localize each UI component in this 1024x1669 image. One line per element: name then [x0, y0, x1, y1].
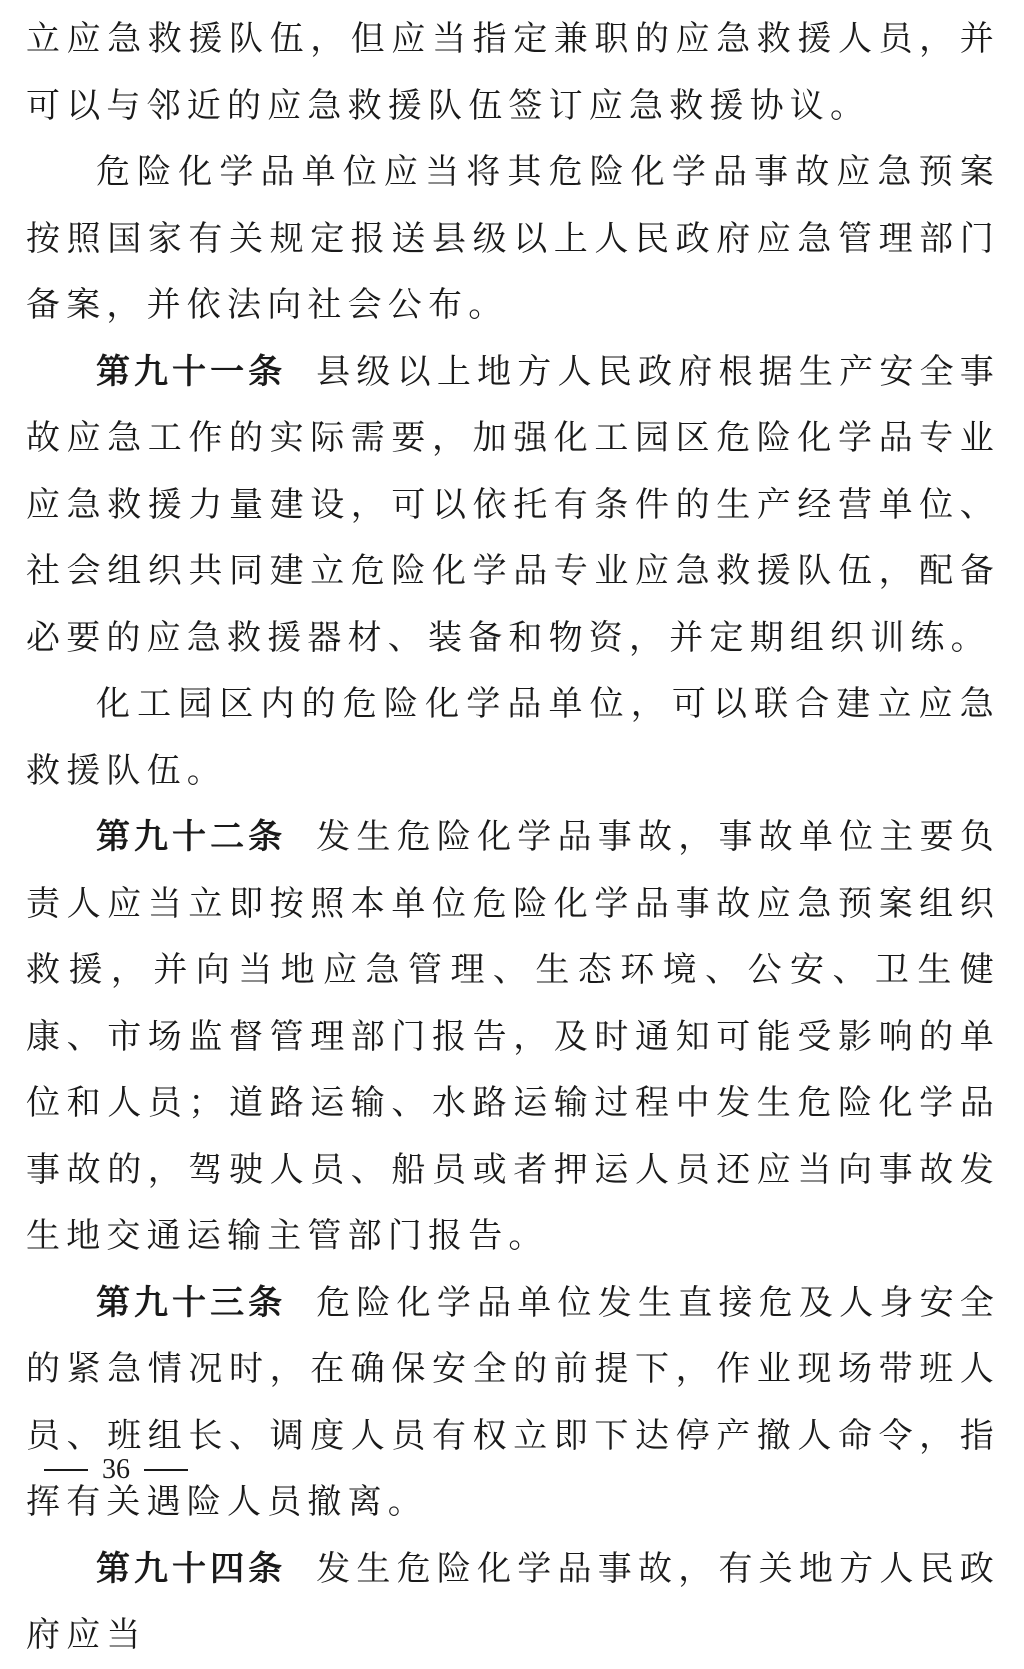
paragraph-text: 立应急救援队伍，但应当指定兼职的应急救援人员，并可以与邻近的应急救援队伍签订应急救援协议。: [26, 19, 1000, 126]
article-94: [26, 1536, 1000, 1669]
article-number: 第九十四条: [96, 1548, 287, 1589]
page-footer: [30, 1454, 202, 1486]
article-text: 县级以上地方人民政府根据生产安全事故应急工作的实际需要，加强化工园区危险化学品专业应急救援力量建设，可以依托有条件的生产经营单位、社会组织共同建立危险化学品专业应急救援队伍，配备必要的应急救援器材、装备和物资，并定期组织训练。: [26, 351, 1001, 658]
paragraph: [26, 139, 1000, 339]
article-text: 危险化学品单位发生直接危及人身安全的紧急情况时，在确保安全的前提下，作业现场带班人员、班组长、调度人员有权立即下达停产撤人命令，指挥有关遇险人员撤离。: [26, 1282, 1001, 1522]
article-text: 发生危险化学品事故，事故单位主要负责人应当立即按照本单位危险化学品事故应急预案组织救援，并向当地应急管理、生态环境、公安、卫生健康、市场监督管理部门报告，及时通知可能受影响的单位和人员；道路运输、水路运输过程中发生危险化学品事故的，驾驶人员、船员或者押运人员还应当向事故发生地交通运输主管部门报告。: [26, 817, 1001, 1256]
paragraph-text: 危险化学品单位应当将其危险化学品事故应急预案按照国家有关规定报送县级以上人民政府应急管理部门备案，并依法向社会公布。: [26, 152, 1000, 325]
paragraph-text: 化工园区内的危险化学品单位，可以联合建立应急救援队伍。: [26, 684, 1000, 791]
article-91: [26, 339, 1000, 672]
footer-dash-right: [144, 1469, 188, 1471]
paragraph: [26, 671, 1000, 804]
document-page: [26, 6, 1000, 1669]
page-number: 36: [102, 1454, 130, 1485]
article-number: 第九十二条: [96, 817, 287, 857]
article-number: 第九十一条: [96, 351, 287, 392]
paragraph-continuation: [26, 6, 1000, 139]
footer-dash-left: [44, 1469, 88, 1471]
article-93: [26, 1270, 1000, 1536]
article-text: 发生危险化学品事故，有关地方人民政府应当: [26, 1548, 1001, 1655]
article-92: [26, 804, 1000, 1270]
article-number: 第九十三条: [96, 1282, 287, 1323]
